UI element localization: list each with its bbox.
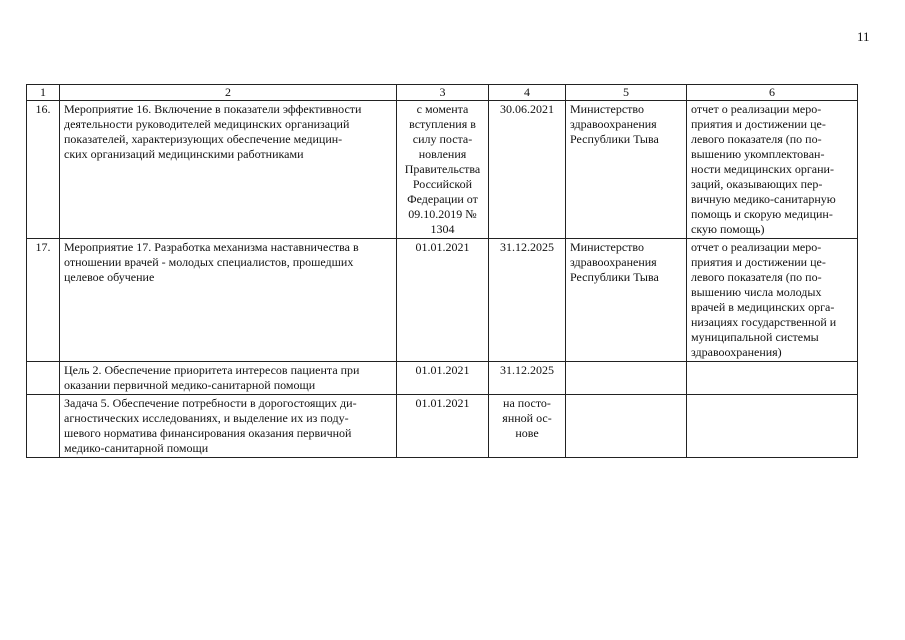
goal-name: Цель 2. Обеспечение приоритета интересов пациента при оказании первичной медико-санитарной помощи	[64, 363, 360, 392]
expected-result: отчет о реализации меро- приятия и достижении це- левого показателя (по по- вышению числа молодых врачей в медицинских орга- низациях государственной и муниципальной системы здравоохранения)	[691, 240, 837, 359]
header-cell-4: 4	[489, 85, 566, 101]
end-date: на посто- янной ос- нове	[502, 396, 552, 440]
table-row-16	[27, 101, 858, 239]
start-date: 01.01.2021	[415, 396, 470, 410]
expected-result: отчет о реализации меро- приятия и достижении це- левого показателя (по по- вышению укомплектован- ности медицинских органи- заций, оказывающих пер- вичную медико-санитарную помощь и скорую медицин- скую помощь)	[691, 102, 836, 236]
responsible-party: Министерство здравоохранения Республики Тыва	[570, 240, 659, 284]
header-cell-3: 3	[397, 85, 489, 101]
responsible-party: Министерство здравоохранения Республики Тыва	[570, 102, 659, 146]
table-header-row	[27, 85, 858, 101]
header-cell-5: 5	[566, 85, 687, 101]
header-cell-6: 6	[687, 85, 858, 101]
end-date: 31.12.2025	[500, 363, 554, 377]
header-cell-1: 1	[27, 85, 60, 101]
task-name: Задача 5. Обеспечение потребности в дорогостоящих ди- агностических исследованиях, и выделение их из поду- шевого норматива финансирования оказания первичной медико-санитарной помощи	[64, 396, 357, 455]
start-date: с момента вступления в силу поста- новления Правительства Российской Федерации от 09.10.2019 № 1304	[404, 102, 481, 236]
page-number: 11	[857, 29, 870, 44]
row-number: 16.	[27, 101, 60, 239]
measures-table	[26, 84, 858, 458]
row-number	[27, 362, 60, 395]
table-row-task-5	[27, 395, 858, 458]
end-date: 31.12.2025	[500, 240, 554, 254]
row-number: 17.	[27, 239, 60, 362]
measure-name: Мероприятие 17. Разработка механизма наставничества в отношении врачей - молодых специалистов, прошедших целевое обучение	[64, 240, 359, 284]
measure-name: Мероприятие 16. Включение в показатели эффективности деятельности руководителей медицинских организаций показателей, характеризующих обеспечение медицин- ских организаций медицинскими работниками	[64, 102, 362, 161]
table-row-goal-2	[27, 362, 858, 395]
end-date: 30.06.2021	[500, 102, 554, 116]
table-row-17	[27, 239, 858, 362]
start-date: 01.01.2021	[415, 363, 470, 377]
start-date: 01.01.2021	[415, 240, 470, 254]
header-cell-2: 2	[60, 85, 397, 101]
row-number	[27, 395, 60, 458]
